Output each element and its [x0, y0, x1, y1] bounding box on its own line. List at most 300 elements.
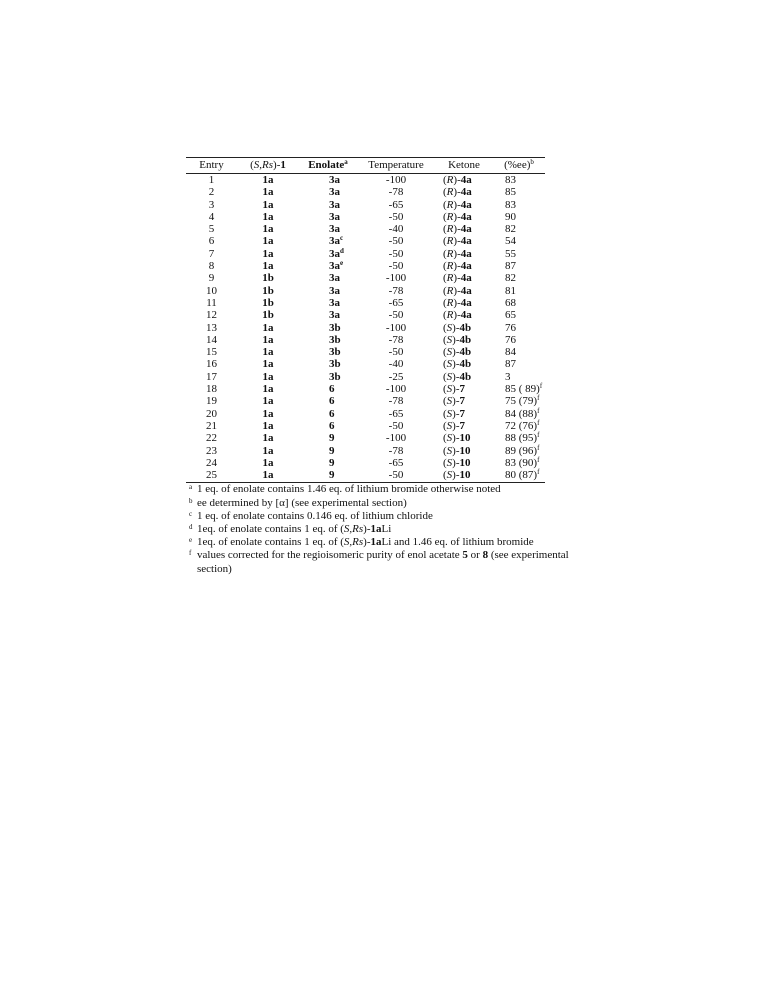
cell-sulfoximine: 1a	[262, 370, 274, 383]
cell-ketone-config: S	[446, 358, 453, 371]
cell-ketone: (R)-4a	[443, 223, 472, 236]
table-row	[186, 334, 545, 346]
footnote-text: 1 eq. of enolate contains 1.46 eq. of lithium bromide otherwise noted	[197, 483, 501, 496]
cell-ee	[493, 297, 545, 309]
footnote-text: S,Rs	[343, 536, 364, 549]
cell-ketone: (S)-10	[435, 469, 493, 483]
cell-ketone: (R)-4a	[443, 247, 472, 260]
table-row	[186, 285, 545, 297]
cell-ee-footnote-mark: f	[537, 455, 540, 464]
cell-ketone-config: S	[446, 456, 453, 469]
cell-ee-footnote-mark: f	[537, 394, 540, 403]
cell-ee	[493, 174, 545, 187]
cell-ketone-compound: 4a	[460, 210, 472, 223]
cell-enolate-value: 3b	[329, 321, 341, 334]
footnote-text: 1a	[370, 523, 382, 536]
table-row	[186, 199, 545, 211]
table-row	[186, 186, 545, 198]
footnote-b	[186, 497, 586, 510]
cell-ketone-compound: 10	[459, 432, 471, 445]
cell-enolate-value: 9	[329, 469, 335, 482]
cell-entry: 11	[206, 296, 217, 309]
cell-entry: 15	[206, 346, 217, 359]
cell-enolate	[299, 445, 357, 457]
cell-ee-value: 76	[505, 321, 516, 334]
cell-ketone: (S)-4b	[443, 321, 472, 334]
cell-ketone: (S)-4b	[443, 370, 472, 383]
cell-ee-value: 84 (88)	[505, 407, 538, 420]
table-header	[186, 158, 545, 174]
cell-ketone: (S)-4b	[443, 333, 472, 346]
cell-sulfoximine: 1a	[262, 346, 274, 359]
cell-ketone-config: R	[446, 272, 454, 285]
table-row	[186, 248, 545, 260]
cell-ee	[493, 272, 545, 284]
table-row	[186, 469, 545, 483]
cell-enolate	[299, 260, 357, 272]
results-table	[186, 157, 545, 483]
cell-temperature: -100	[385, 272, 407, 285]
cell-sulfoximine: 1a	[262, 210, 274, 223]
header-sulfoximine-config: S,Rs	[253, 159, 274, 172]
footnote-text: S,Rs	[343, 523, 364, 536]
cell-ketone-config: R	[446, 210, 454, 223]
cell-entry: 21	[206, 419, 217, 432]
cell-ee-value: 76	[505, 333, 516, 346]
header-ee	[493, 158, 545, 174]
table-row	[186, 408, 545, 420]
cell-ketone-config: R	[446, 247, 454, 260]
cell-ketone-config: R	[446, 260, 454, 273]
cell-ee-value: 87	[505, 358, 516, 371]
cell-ketone-compound: 4a	[460, 272, 472, 285]
cell-ketone-compound: 4a	[460, 309, 472, 322]
footnote-text: 1a	[370, 536, 382, 549]
cell-ee-value: 55	[505, 247, 516, 260]
cell-entry: 25	[186, 469, 237, 483]
footnote-text: 1 eq. of enolate contains 0.146 eq. of lithium chloride	[197, 509, 433, 522]
footnote-text: or	[467, 549, 483, 562]
table-row	[186, 358, 545, 370]
table-row	[186, 322, 545, 334]
cell-enolate	[299, 186, 357, 198]
header-sulfoximine-compound: 1	[280, 159, 286, 172]
cell-entry: 12	[206, 309, 217, 322]
cell-ketone-compound: 4a	[460, 235, 472, 248]
cell-ee-footnote-mark: f	[537, 443, 540, 452]
cell-entry: 1	[208, 174, 215, 186]
table-row	[186, 223, 545, 235]
cell-ketone-compound: 10	[459, 469, 471, 482]
cell-sulfoximine: 1b	[262, 296, 274, 309]
cell-temperature: -100	[385, 432, 407, 445]
header-enolate-footnote-mark: a	[344, 158, 348, 167]
cell-ee-value: 3	[505, 370, 511, 383]
cell-ketone-config: S	[446, 444, 453, 457]
cell-enolate	[299, 248, 357, 260]
cell-entry: 5	[208, 223, 215, 236]
cell-entry: 16	[206, 358, 217, 371]
cell-enolate	[299, 334, 357, 346]
cell-temperature: -100	[385, 321, 407, 334]
cell-sulfoximine: 1a	[262, 333, 274, 346]
cell-temperature: -50	[388, 419, 404, 432]
footnote-text: 8	[482, 549, 489, 562]
footnote-text: values corrected for the regioisomeric purity of enol acetate	[197, 549, 463, 562]
cell-entry: 3	[208, 198, 215, 211]
footnote-mark: d	[189, 523, 193, 532]
cell-ee-value: 83	[505, 174, 516, 186]
header-ee-footnote-mark: b	[530, 158, 534, 167]
cell-enolate-value: 3a	[329, 272, 340, 285]
cell-enolate-value: 3a	[329, 235, 340, 248]
cell-ketone-compound: 4a	[460, 198, 472, 211]
cell-enolate-footnote-mark: c	[340, 234, 344, 243]
cell-ketone-compound: 4a	[460, 186, 472, 199]
cell-ee-value: 54	[505, 235, 516, 248]
footnote-text: )-	[363, 536, 371, 549]
cell-ketone: (R)-4a	[443, 174, 472, 186]
cell-sulfoximine: 1a	[262, 358, 274, 371]
cell-ee	[493, 260, 545, 272]
cell-ketone-compound: 4a	[460, 247, 472, 260]
cell-ee-footnote-mark: f	[537, 468, 540, 477]
table-row	[186, 260, 545, 272]
cell-ketone-compound: 4b	[459, 370, 472, 383]
cell-enolate-footnote-mark: d	[340, 246, 344, 255]
cell-ketone: (S)-7	[443, 407, 465, 420]
cell-ketone-config: S	[446, 383, 453, 396]
table-row	[186, 371, 545, 383]
cell-ketone: (R)-4a	[443, 186, 472, 199]
footnote-mark: a	[189, 483, 193, 492]
cell-ketone-compound: 4b	[459, 333, 472, 346]
cell-ketone-config: S	[446, 407, 453, 420]
cell-enolate-value: 3a	[329, 210, 340, 223]
table-row	[186, 420, 545, 432]
cell-enolate	[299, 199, 357, 211]
cell-ketone-config: S	[446, 419, 453, 432]
cell-ketone-config: R	[446, 186, 454, 199]
cell-enolate-value: 3a	[329, 174, 340, 186]
cell-ee	[493, 186, 545, 198]
cell-sulfoximine: 1a	[262, 407, 274, 420]
cell-ketone: (R)-4a	[443, 309, 472, 322]
cell-enolate-value: 6	[329, 419, 335, 432]
cell-entry: 19	[206, 395, 217, 408]
cell-sulfoximine: 1a	[237, 469, 299, 483]
cell-sulfoximine: 1a	[262, 235, 274, 248]
cell-ketone-compound: 7	[459, 407, 465, 420]
table-row	[186, 235, 545, 247]
cell-ee-value: 80 (87)	[505, 469, 538, 482]
cell-entry: 17	[206, 370, 217, 383]
cell-sulfoximine: 1a	[262, 432, 274, 445]
cell-ee	[493, 235, 545, 247]
cell-ketone-compound: 10	[459, 444, 471, 457]
cell-temperature: -50	[388, 309, 404, 322]
table-body	[186, 174, 545, 483]
header-entry: Entry	[186, 158, 237, 174]
cell-temperature: -25	[388, 370, 404, 383]
cell-ketone: (R)-4a	[443, 235, 472, 248]
cell-temperature: -50	[388, 260, 404, 273]
cell-entry: 18	[206, 383, 217, 396]
cell-ee	[493, 469, 545, 483]
table-row	[186, 445, 545, 457]
cell-entry: 4	[208, 210, 215, 223]
cell-ketone: (S)-10	[443, 432, 471, 445]
cell-enolate	[299, 408, 357, 420]
cell-ketone-config: S	[446, 395, 453, 408]
footnote-text: )-	[363, 523, 371, 536]
cell-ee-value: 83 (90)	[505, 456, 538, 469]
cell-sulfoximine: 1a	[262, 395, 274, 408]
cell-temperature: -78	[388, 333, 404, 346]
cell-ee	[493, 346, 545, 358]
cell-ketone-config: R	[446, 223, 454, 236]
cell-entry: 13	[206, 321, 217, 334]
footnotes	[186, 483, 586, 575]
cell-temperature: -78	[388, 284, 404, 297]
cell-ketone-compound: 4a	[460, 174, 472, 186]
cell-ee-footnote-mark: f	[537, 418, 540, 427]
footnote-a	[186, 483, 586, 496]
cell-entry: 8	[208, 260, 215, 273]
cell-ketone-compound: 4a	[460, 223, 472, 236]
cell-sulfoximine: 1b	[262, 309, 274, 322]
cell-ketone-config: S	[446, 469, 453, 482]
cell-ketone: (S)-7	[443, 419, 465, 432]
cell-entry: 23	[206, 444, 217, 457]
footnote-d	[186, 523, 586, 536]
cell-ee	[493, 371, 545, 383]
cell-ee	[493, 211, 545, 223]
cell-enolate	[299, 432, 357, 444]
cell-ee-footnote-mark: f	[537, 406, 540, 415]
cell-ketone-compound: 4b	[459, 321, 472, 334]
cell-entry: 22	[206, 432, 217, 445]
cell-entry: 14	[206, 333, 217, 346]
cell-sulfoximine: 1a	[262, 383, 274, 396]
table-row	[186, 395, 545, 407]
document-page	[186, 157, 569, 576]
cell-entry: 6	[208, 235, 215, 248]
footnote-text: Li and 1.46 eq. of lithium bromide	[381, 536, 534, 549]
cell-ketone-config: S	[446, 321, 453, 334]
cell-enolate	[299, 457, 357, 469]
header-row	[186, 158, 545, 174]
cell-enolate	[299, 223, 357, 235]
cell-temperature: -65	[388, 296, 404, 309]
cell-temperature: -50	[357, 469, 435, 483]
table-row	[186, 297, 545, 309]
cell-entry: 24	[206, 456, 217, 469]
cell-sulfoximine: 1b	[262, 272, 274, 285]
cell-sulfoximine: 1a	[262, 260, 274, 273]
cell-enolate-value: 6	[329, 395, 335, 408]
cell-ketone-compound: 4b	[459, 346, 472, 359]
footnote-f	[186, 549, 586, 575]
table-row	[186, 457, 545, 469]
cell-enolate-value: 9	[329, 456, 335, 469]
cell-ee-value: 88 (95)	[505, 432, 538, 445]
cell-ee-value: 65	[505, 309, 516, 322]
cell-sulfoximine: 1a	[262, 321, 274, 334]
cell-ee-value: 85 ( 89)	[505, 383, 540, 396]
cell-ketone: (R)-4a	[443, 272, 472, 285]
cell-temperature: -78	[388, 444, 404, 457]
cell-entry: 9	[208, 272, 215, 285]
cell-ee-value: 72 (76)	[505, 419, 538, 432]
table-row	[186, 309, 545, 321]
cell-enolate-value: 6	[329, 407, 335, 420]
cell-sulfoximine: 1b	[262, 284, 274, 297]
cell-ee	[493, 334, 545, 346]
cell-ketone-compound: 10	[459, 456, 471, 469]
cell-enolate	[299, 322, 357, 334]
cell-ee-value: 82	[505, 272, 516, 285]
header-sulfoximine-prefix: (	[250, 159, 254, 172]
cell-sulfoximine: 1a	[262, 456, 274, 469]
cell-enolate-value: 3a	[329, 186, 340, 199]
header-ee-label: (%ee)	[504, 159, 531, 172]
cell-enolate-value: 3a	[329, 296, 340, 309]
cell-temperature: -50	[388, 210, 404, 223]
footnote-text: 1eq. of enolate contains 1 eq. of (	[197, 523, 344, 536]
cell-entry: 7	[208, 247, 215, 260]
header-sulfoximine	[237, 158, 299, 174]
cell-ee	[493, 285, 545, 297]
cell-ketone-compound: 4a	[460, 260, 472, 273]
cell-ketone: (S)-10	[443, 456, 471, 469]
footnote-text: 5	[462, 549, 468, 562]
footnote-mark: e	[189, 536, 193, 545]
header-enolate	[299, 158, 357, 174]
footnote-text: (see experimental section)	[197, 549, 569, 575]
cell-temperature: -50	[388, 247, 404, 260]
cell-temperature: -100	[385, 383, 407, 396]
cell-ee	[493, 309, 545, 321]
cell-enolate	[299, 285, 357, 297]
cell-enolate-value: 3b	[329, 346, 341, 359]
cell-ee-value: 82	[505, 223, 516, 236]
header-enolate-label: Enolate	[308, 159, 345, 172]
cell-ketone-config: R	[446, 309, 454, 322]
cell-entry: 10	[206, 284, 217, 297]
cell-enolate	[299, 235, 357, 247]
cell-ee	[493, 358, 545, 370]
cell-ketone-config: S	[446, 346, 453, 359]
header-ketone: Ketone	[435, 158, 493, 174]
cell-ketone-compound: 4a	[460, 296, 472, 309]
table-row	[186, 174, 545, 187]
table-row	[186, 272, 545, 284]
cell-sulfoximine: 1a	[262, 186, 274, 199]
cell-enolate	[299, 420, 357, 432]
cell-ketone-compound: 7	[459, 419, 465, 432]
cell-sulfoximine: 1a	[262, 419, 274, 432]
table-row	[186, 211, 545, 223]
cell-ketone: (R)-4a	[443, 260, 472, 273]
footnote-mark: b	[189, 496, 193, 505]
cell-ketone: (S)-7	[443, 395, 465, 408]
cell-ketone: (R)-4a	[443, 284, 472, 297]
cell-enolate	[299, 358, 357, 370]
cell-enolate-value: 3b	[329, 370, 341, 383]
cell-ketone-config: R	[446, 198, 454, 211]
cell-sulfoximine: 1a	[262, 174, 274, 186]
cell-enolate	[299, 272, 357, 284]
cell-ketone-compound: 4a	[460, 284, 472, 297]
cell-ketone-config: S	[446, 432, 453, 445]
cell-enolate-value: 3a	[329, 247, 340, 260]
cell-temperature: -65	[388, 198, 404, 211]
cell-ketone-config: R	[446, 235, 454, 248]
cell-ketone: (R)-4a	[443, 210, 472, 223]
cell-ee-value: 75 (79)	[505, 395, 538, 408]
cell-temperature: -65	[388, 456, 404, 469]
cell-ketone: (S)-4b	[443, 346, 472, 359]
footnote-c	[186, 510, 586, 523]
cell-ketone-compound: 7	[459, 395, 465, 408]
cell-sulfoximine: 1a	[262, 223, 274, 236]
cell-ee-value: 87	[505, 260, 516, 273]
cell-enolate	[299, 371, 357, 383]
cell-entry: 2	[208, 186, 215, 199]
cell-ee-value: 85	[505, 186, 516, 199]
cell-ee-footnote-mark: f	[539, 382, 543, 391]
cell-ketone: (S)-10	[443, 444, 471, 457]
cell-temperature: -40	[388, 358, 404, 371]
cell-temperature: -50	[388, 346, 404, 359]
cell-ee	[493, 199, 545, 211]
cell-enolate-value: 3a	[329, 284, 340, 297]
cell-enolate	[299, 395, 357, 407]
table-row	[186, 432, 545, 444]
cell-ee-value: 84	[505, 346, 516, 359]
cell-ketone-config: R	[446, 174, 454, 186]
cell-temperature: -65	[388, 407, 404, 420]
footnote-text: 1eq. of enolate contains 1 eq. of (	[197, 536, 344, 549]
cell-ee	[493, 223, 545, 235]
cell-temperature: -100	[385, 174, 407, 186]
cell-enolate-value: 3a	[329, 260, 340, 273]
cell-enolate-value: 3a	[329, 223, 340, 236]
cell-enolate	[299, 346, 357, 358]
cell-ketone-compound: 7	[459, 383, 465, 396]
cell-enolate-value: 9	[329, 432, 335, 445]
cell-ketone: (S)-4b	[443, 358, 472, 371]
cell-enolate	[299, 211, 357, 223]
cell-enolate	[299, 469, 357, 483]
cell-sulfoximine: 1a	[262, 247, 274, 260]
cell-ketone: (R)-4a	[443, 296, 472, 309]
cell-enolate	[299, 383, 357, 395]
footnote-mark: c	[189, 509, 193, 518]
cell-enolate-footnote-mark: e	[340, 259, 344, 268]
cell-sulfoximine: 1a	[262, 198, 274, 211]
header-sulfoximine-suffix: )-	[273, 159, 281, 172]
cell-temperature: -78	[388, 186, 404, 199]
cell-ee-value: 81	[505, 284, 516, 297]
cell-ee-value: 68	[505, 296, 516, 309]
cell-ee-footnote-mark: f	[537, 431, 540, 440]
cell-enolate-value: 3a	[329, 309, 340, 322]
cell-enolate	[299, 174, 357, 187]
cell-ee-value: 90	[505, 210, 516, 223]
table-row	[186, 346, 545, 358]
